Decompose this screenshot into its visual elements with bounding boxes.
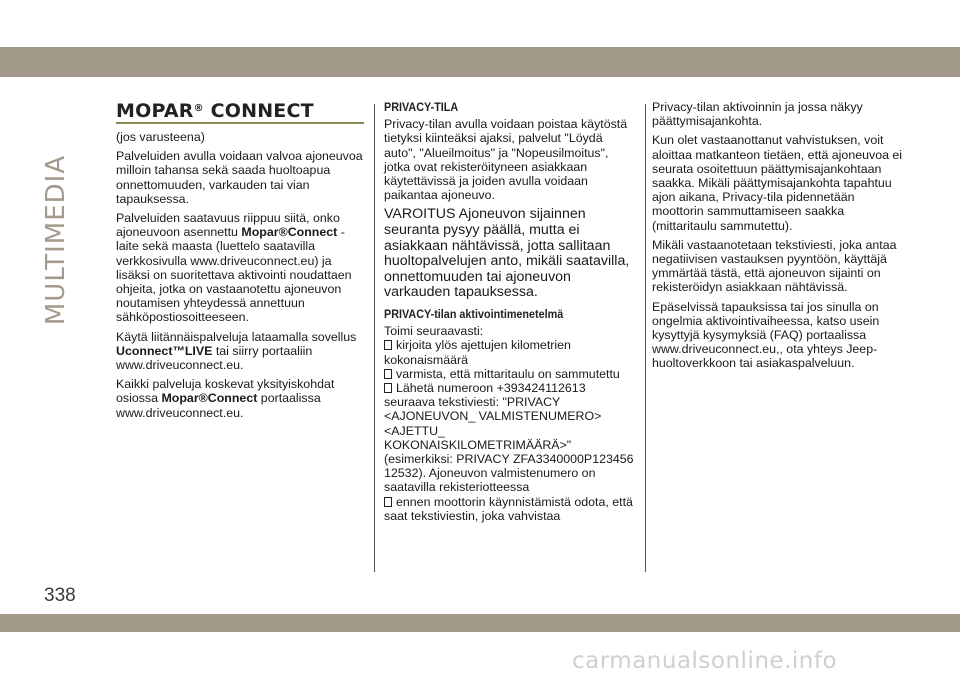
checkbox-icon <box>384 369 392 379</box>
paragraph: (jos varusteena) <box>116 130 205 144</box>
section-heading: PRIVACY-tilan aktivointimenetelmä <box>384 306 564 321</box>
step-item: Lähetä numeroon +393424112613 seuraava tekstiviesti: "PRIVACY <AJONEUVON_ VALMISTENUMERO> <AJETTU_ KOKONAISKILOMETRIMÄÄRÄ>" (esimerkiksi: PRIVACY ZFA3340000P123456 12532). Ajoneuvon valmistenumero on saatavilla rekisteriotteessa <box>384 381 634 495</box>
paragraph: Mikäli vastaanotetaan tekstiviesti, joka antaa negatiivisen vastauksen pyyntöön, käyttäjä ymmärtää tästä, että ajoneuvon sijainti on rekisteröidyn asiakkaan nähtävissä. <box>652 237 897 295</box>
brand-term: Mopar®Connect <box>241 225 338 240</box>
step-item: ennen moottorin käynnistämistä odota, että saat tekstiviestin, joka vahvistaa <box>384 494 633 523</box>
bottom-band <box>0 614 960 632</box>
column-2 <box>384 100 634 523</box>
paragraph: Toimi seuraavasti: <box>384 324 484 339</box>
column-divider <box>374 104 375 572</box>
step-item: varmista, että mittaritaulu on sammutettu <box>384 367 634 381</box>
warning-text: VAROITUS Ajoneuvon sijainnen seuranta pysyy päällä, mutta ei asiakkaan nähtävissä, jotta sallitaan huoltopalvelujen anto, mikäli saatavilla, onnettomuuden tai ajoneuvon varkauden tapauksessa. <box>384 206 630 301</box>
paragraph: Palveluiden saatavuus riippuu siitä, onko ajoneuvoon asennettu Mopar®Connect -laite sekä maasta (luettelo saatavilla verkkosivulla www.driveuconnect.eu) ja lisäksi on suoritettava aktivointi noudattaen ohjeita, jotka on vastaanotettu ajoneuvon noutamisen yhteydessä annettuun sähköpostiosoitteeseen. <box>116 211 352 325</box>
paragraph: Kun olet vastaanottanut vahvistuksen, voit aloittaa matkanteon tietäen, että ajoneuvoa ei seurata osoitettuun päättymisajankohtaan saakka. Mikäli päättymisajankohta tapahtuu ajon aikana, Privacy-tila pidennetään moottorin sammuttamiseen saakka (mittaritaulu sammutettu). <box>652 133 903 233</box>
paragraph: Privacy-tilan avulla voidaan poistaa käytöstä tietyksi kiinteäksi ajaksi, palvelut "Löydä auto", "Alueilmoitus" ja "Nopeusilmoitus", jotka ovat rekisteröityneen asiakkaan käytettävissä ja joiden avulla voidaan paikantaa ajoneuvo. <box>384 117 628 203</box>
section-side-label: MULTIMEDIA <box>41 154 71 326</box>
checkbox-icon <box>384 497 392 507</box>
checkbox-icon <box>384 383 392 393</box>
column-1 <box>116 100 364 425</box>
title-underline <box>116 122 364 124</box>
column-divider <box>645 104 646 572</box>
checkbox-icon <box>384 340 392 350</box>
paragraph: Kaikki palveluja koskevat yksityiskohdat osiossa Mopar®Connect portaalissa www.driveuconnect.eu. <box>116 377 335 420</box>
paragraph: Käytä liitännäispalveluja lataamalla sovellus Uconnect™LIVE tai siirry portaaliin www.driveuconnect.eu. <box>116 329 357 373</box>
brand-term: Mopar®Connect <box>161 391 258 406</box>
paragraph: Privacy-tilan aktivoinnin ja jossa näkyy päättymisajankohta. <box>652 100 863 129</box>
top-band <box>0 47 960 77</box>
column-3 <box>652 100 908 376</box>
paragraph: Palveluiden avulla voidaan valvoa ajoneuvoa milloin tahansa sekä saada huoltoapua onnettomuuden, varkauden tai vian tapauksessa. <box>116 149 363 206</box>
brand-term: Uconnect™LIVE <box>116 343 213 358</box>
paragraph: Epäselvissä tapauksissa tai jos sinulla on ongelmia aktivointivaiheessa, katso usein kysyttyjä kysymyksiä (FAQ) portaalissa www.driveuconnect.eu,, ota yhteys Jeep-huoltoverkkoon tai asiakaspalveluun. <box>652 299 880 371</box>
section-heading: PRIVACY-TILA <box>384 100 459 114</box>
watermark: carmanualsonline.info <box>572 648 838 674</box>
step-item: kirjoita ylös ajettujen kilometrien kokonaismäärä <box>384 338 571 367</box>
page-number: 338 <box>44 585 76 606</box>
page-title: MOPAR® CONNECT <box>116 100 314 122</box>
